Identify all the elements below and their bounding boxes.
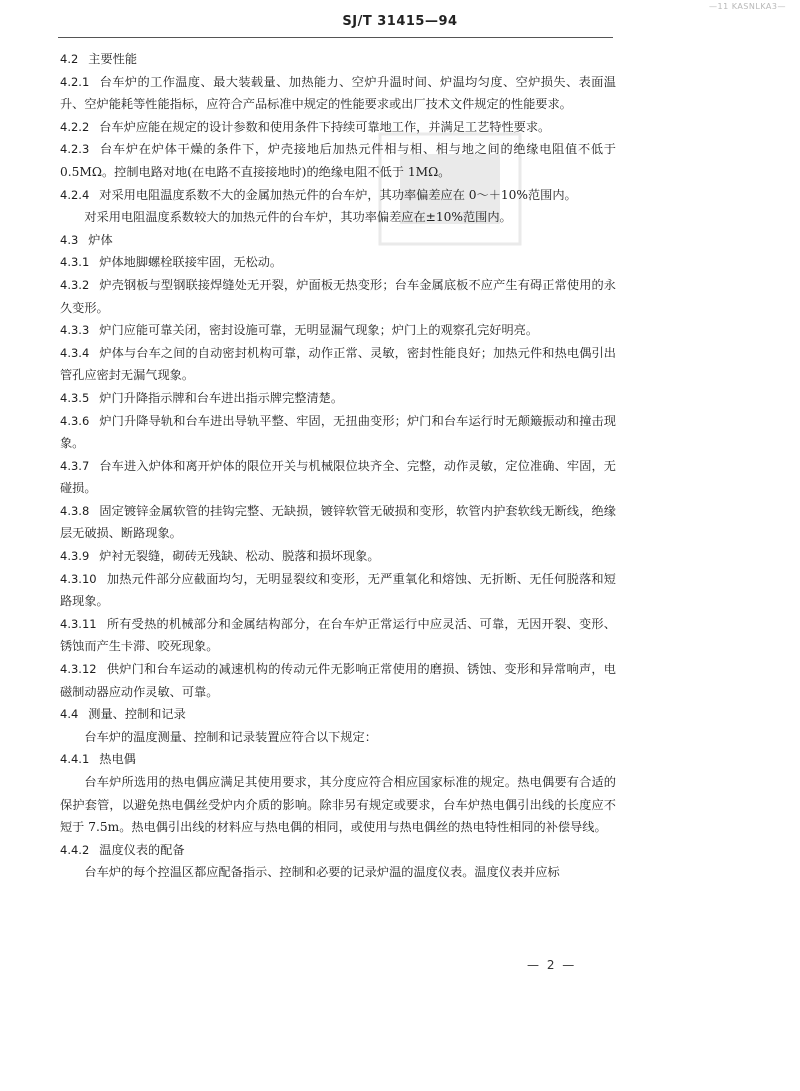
document-body: [60, 48, 616, 884]
clause-paragraph: [60, 71, 616, 116]
clause-paragraph: [60, 342, 616, 387]
clause-text: 炉体地脚螺栓联接牢固，无松动。: [99, 255, 283, 270]
clause-number: 4.3.6: [60, 413, 90, 428]
clause-paragraph: [60, 839, 616, 862]
clause-paragraph: [60, 455, 616, 500]
clause-text: 炉壳钢板与型钢联接焊缝处无开裂，炉面板无热变形；台车金属底板不应产生有碍正常使用的永久变形。: [60, 277, 616, 315]
clause-text: 所有受热的机械部分和金属结构部分，在台车炉正常运行中应灵活、可靠，无因开裂、变形、锈蚀而产生卡滞、咬死现象。: [60, 616, 616, 654]
clause-number: 4.2.3: [60, 142, 90, 157]
clause-number: 4.3.2: [60, 277, 90, 292]
clause-number: 4.4.2: [60, 842, 90, 857]
clause-number: 4.3: [60, 232, 79, 247]
clause-text: 加热元件部分应截面均匀，无明显裂纹和变形，无严重氧化和熔蚀、无折断、无任何脱落和短路现象。: [60, 571, 616, 609]
clause-paragraph: [60, 274, 616, 319]
clause-paragraph: [60, 613, 616, 658]
clause-text: 测量、控制和记录: [88, 707, 186, 722]
clause-paragraph: [60, 545, 616, 568]
clause-paragraph: [60, 658, 616, 703]
body-paragraph: [60, 206, 616, 229]
clause-text: 温度仪表的配备: [99, 842, 185, 857]
clause-paragraph: [60, 138, 616, 183]
clause-text: 炉门应能可靠关闭，密封设施可靠，无明显漏气现象；炉门上的观察孔完好明亮。: [99, 323, 539, 338]
clause-paragraph: [60, 410, 616, 455]
clause-text: 炉体与台车之间的自动密封机构可靠，动作正常、灵敏，密封性能良好；加热元件和热电偶引出管孔应密封无漏气现象。: [60, 345, 616, 383]
clause-number: 4.3.1: [60, 255, 90, 270]
clause-text: 对采用电阻温度系数较大的加热元件的台车炉，其功率偏差应在±10%范围内。: [84, 210, 512, 225]
clause-paragraph: [60, 568, 616, 613]
clause-number: 4.4: [60, 707, 79, 722]
clause-text: 炉衬无裂缝，砌砖无残缺、松动、脱落和损坏现象。: [99, 549, 380, 564]
clause-number: 4.4.1: [60, 752, 90, 767]
clause-text: 热电偶: [99, 752, 136, 767]
clause-text: 台车炉的工作温度、最大装载量、加热能力、空炉升温时间、炉温均匀度、空炉损失、表面温升、空炉能耗等性能指标，应符合产品标准中规定的性能要求或出厂技术文件规定的性能要求。: [60, 74, 616, 112]
clause-text: 炉门升降导轨和台车进出导轨平整、牢固，无扭曲变形；炉门和台车运行时无颠簸振动和撞击现象。: [60, 413, 616, 451]
clause-number: 4.3.10: [60, 571, 97, 586]
clause-number: 4.3.11: [60, 616, 97, 631]
clause-number: 4.3.12: [60, 662, 97, 677]
clause-paragraph: [60, 116, 616, 139]
body-paragraph: [60, 861, 616, 884]
clause-number: 4.3.7: [60, 458, 90, 473]
clause-text: 炉门升降指示牌和台车进出指示牌完整清楚。: [99, 390, 344, 405]
clause-paragraph: [60, 251, 616, 274]
clause-text: 主要性能: [88, 52, 138, 66]
clause-text: 台车进入炉体和离开炉体的限位开关与机械限位块齐全、完整，动作灵敏，定位准确、牢固，无碰损。: [60, 458, 616, 496]
clause-paragraph: [60, 48, 616, 71]
clause-paragraph: [60, 319, 616, 342]
clause-number: 4.3.4: [60, 345, 90, 360]
clause-number: 4.2.4: [60, 187, 90, 202]
standard-code-header: SJ/T 31415—94: [342, 14, 458, 29]
clause-number: 4.2: [60, 52, 79, 66]
clause-text: 固定镀锌金属软管的挂钩完整、无缺损，镀锌软管无破损和变形，软管内护套软线无断线，绝缘层无破损、断路现象。: [60, 503, 616, 541]
clause-number: 4.2.1: [60, 74, 90, 89]
clause-text: 台车炉所选用的热电偶应满足其使用要求，其分度应符合相应国家标准的规定。热电偶要有合适的保护套管，以避免热电偶丝受炉内介质的影响。除非另有规定或要求，台车炉热电偶引出线的长度应不短于 7.5m。热电偶引出线的材料应与热电偶的相同，或使用与热电偶丝的热电特性相同的补偿导线。: [60, 775, 616, 835]
clause-paragraph: [60, 748, 616, 771]
clause-number: 4.3.9: [60, 549, 90, 564]
clause-number: 4.3.3: [60, 323, 90, 338]
corner-watermark: —11 KASNLKA3—: [709, 2, 786, 11]
clause-number: 4.3.8: [60, 503, 90, 518]
clause-paragraph: [60, 229, 616, 252]
clause-paragraph: [60, 703, 616, 726]
clause-paragraph: [60, 387, 616, 410]
clause-text: 对采用电阻温度系数不大的金属加热元件的台车炉，其功率偏差应在 0～＋10%范围内。: [99, 187, 577, 202]
clause-text: 供炉门和台车运动的减速机构的传动元件无影响正常使用的磨损、锈蚀、变形和异常响声，电磁制动器应动作灵敏、可靠。: [60, 662, 616, 699]
clause-text: 台车炉的每个控温区都应配备指示、控制和必要的记录炉温的温度仪表。温度仪表并应标: [84, 865, 560, 880]
clause-paragraph: [60, 500, 616, 545]
clause-paragraph: [60, 184, 616, 207]
clause-number: 4.3.5: [60, 390, 90, 405]
body-paragraph: [60, 726, 616, 749]
clause-text: 炉体: [88, 232, 113, 247]
header-rule: [58, 37, 613, 38]
clause-text: 台车炉在炉体干燥的条件下，炉壳接地后加热元件相与相、相与地之间的绝缘电阻值不低于 0.5MΩ。控制电路对地(在电路不直接接地时)的绝缘电阻不低于 1MΩ。: [60, 142, 616, 179]
clause-number: 4.2.2: [60, 119, 90, 134]
clause-text: 台车炉的温度测量、控制和记录装置应符合以下规定：: [84, 729, 377, 744]
page-number: — 2 —: [527, 958, 577, 972]
clause-text: 台车炉应能在规定的设计参数和使用条件下持续可靠地工作，并满足工艺特性要求。: [99, 119, 551, 134]
body-paragraph: [60, 771, 616, 839]
